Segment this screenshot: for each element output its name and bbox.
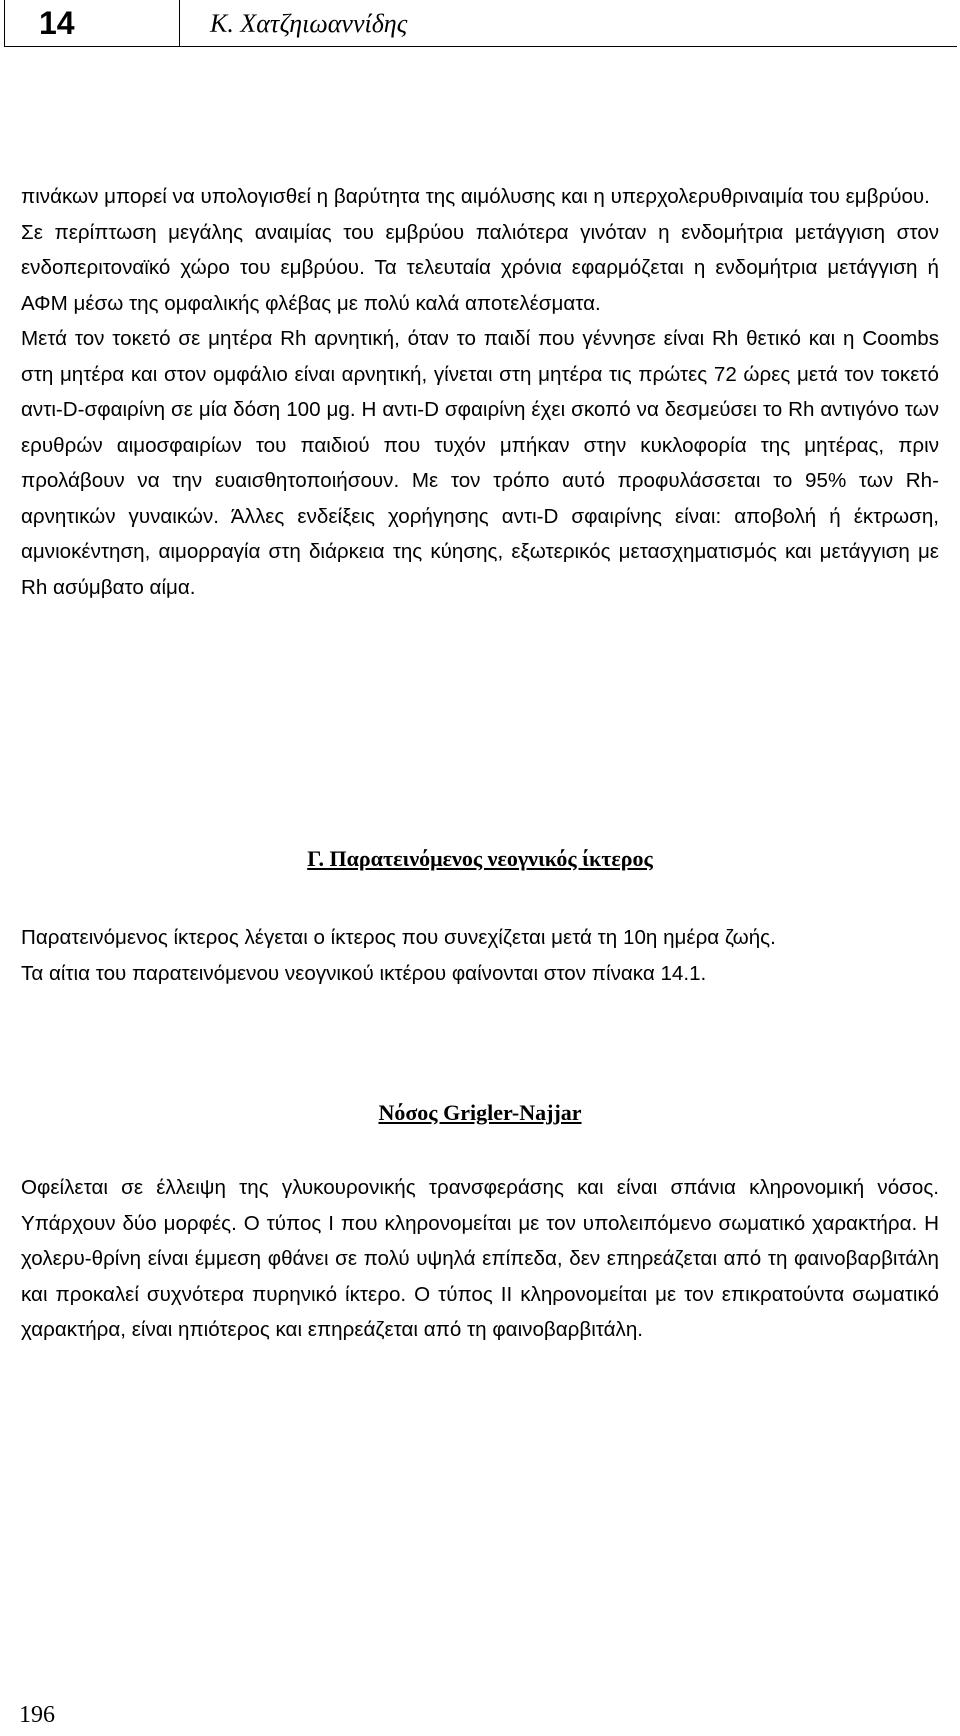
paragraph: Μετά τον τοκετό σε μητέρα Rh αρνητική, όταν το παιδί που γέννησε είναι Rh θετικό και η Coombs στη μητέρα και στον ομφάλιο είναι αρνητική, γίνεται στη μητέρα τις πρώτες 72 ώρες μετά τον τοκετό αντι-D-σφαιρίνη σε μία δόση 100 μg. Η αντι-D σφαιρίνη έχει σκοπό να δεσμεύσει το Rh αντιγόνο των ερυθρών αιμοσφαιρίων του παιδιού που τυχόν μπήκαν στην κυκλοφορία της μητέρας, πριν προλάβουν να την ευαισθητοποιήσουν. Με τον τρόπο αυτό προφυλάσσεται το 95% των Rh- αρνητικών γυναικών. Άλλες ενδείξεις χορήγησης αντι-D σφαιρίνης είναι: αποβολή ή έκτρωση, αμνιοκέντηση, αιμορραγία στη διάρκεια της κύησης, εξωτερικός μετασχηματισμός και μετάγγιση με Rh ασύμβατο αίμα.	[21, 327, 939, 599]
page-header	[4, 0, 957, 47]
section-1-text	[21, 179, 939, 605]
heading-text: Νόσος Grigler-Najjar	[378, 1100, 582, 1125]
paragraph: Παρατεινόμενος ίκτερος λέγεται ο ίκτερος που συνεχίζεται μετά τη 10η ημέρα ζωής.	[21, 926, 776, 949]
author-name: Κ. Χατζηιωαννίδης	[210, 9, 408, 38]
paragraph: Οφείλεται σε έλλειψη της γλυκουρονικής τρανσφεράσης και είναι σπάνια κληρονομική νόσος. Υπάρχουν δύο μορφές. Ο τύπος Ι που κληρονομείται με τον υπολειπόμενο σωματικό χαρακτήρα. Η χολερυ-θρίνη είναι έμμεση φθάνει σε πολύ υψηλά επίπεδα, δεν επηρεάζεται από τη φαινοβαρβιτάλη και προκαλεί συχνότερα πυρηνικό ίκτερο. Ο τύπος ΙΙ κληρονομείται με τον επικρατούντα σωματικό χαρακτήρα, είναι ηπιότερος και επηρεάζεται από τη φαινοβαρβιτάλη.	[21, 1176, 939, 1341]
heading-text: Γ. Παρατεινόμενος νεογνικός ίκτερος	[307, 846, 653, 871]
section-2-heading	[0, 843, 960, 875]
paragraph: πινάκων μπορεί να υπολογισθεί η βαρύτητα της αιμόλυσης και η υπερχολερυθριναιμία του εμβρύου.	[21, 185, 930, 208]
section-3-text	[21, 1170, 939, 1348]
page-number: 196	[19, 1702, 55, 1728]
section-2-text	[21, 920, 939, 991]
section-3-heading	[0, 1097, 960, 1129]
chapter-number: 14	[5, 0, 180, 46]
paragraph: Τα αίτια του παρατεινόμενου νεογνικού ικτέρου φαίνονται στον πίνακα 14.1.	[21, 961, 707, 985]
paragraph: Σε περίπτωση μεγάλης αναιμίας του εμβρύου παλιότερα γινόταν η ενδομήτρια μετάγγιση στον ενδοπεριτοναϊκό χώρο του εμβρύου. Τα τελευταία χρόνια εφαρμόζεται η ενδομήτρια μετάγγιση ή ΑΦΜ μέσω της ομφαλικής φλέβας με πολύ καλά αποτελέσματα.	[21, 220, 939, 315]
